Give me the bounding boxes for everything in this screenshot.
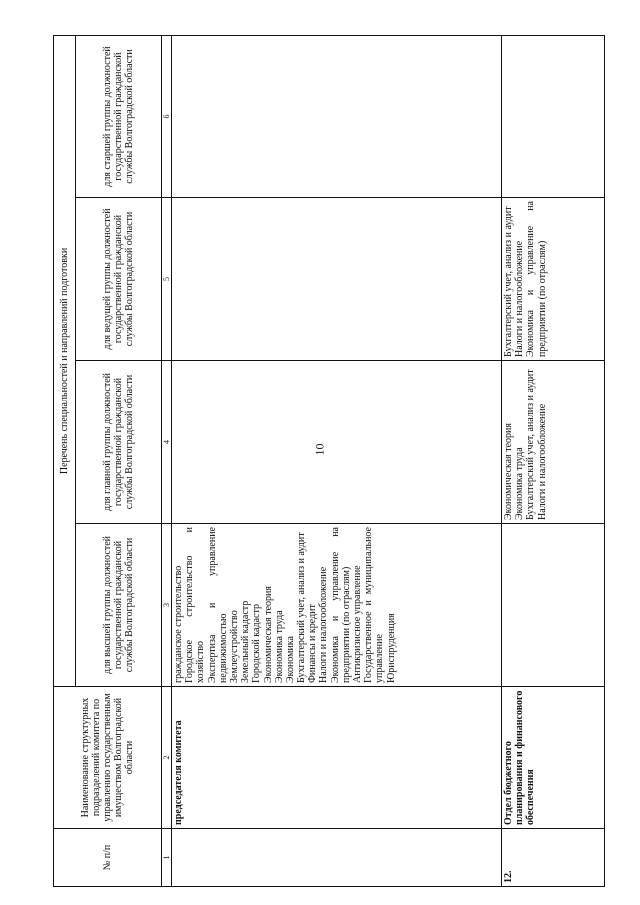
list-item: Бухгалтерский учет, анализ и аудит [525, 369, 537, 520]
specialties-table [53, 35, 605, 887]
list-item: Экономика и управление на предприятии (по отраслям) [329, 527, 352, 683]
index-cell: 6 [162, 35, 172, 197]
highest-specialties-cell [172, 524, 502, 687]
list-item: Государственное и муниципальное управление [363, 527, 386, 683]
main-specialties-cell [172, 361, 502, 524]
header-leading-group: для ведущей группы должностей государственной гражданской службы Волгоградской области [76, 198, 162, 361]
list-item: Землеустройство [228, 610, 240, 683]
list-item: Налоги и налогообложение [514, 240, 526, 357]
index-cell: 1 [162, 829, 172, 887]
header-highest-group: для высшей группы должностей государственной гражданской службы Волгоградской области [76, 524, 162, 687]
highest-specialties-cell [502, 524, 605, 687]
list-item: Бухгалтерский учет, анализ и аудит [503, 206, 514, 357]
table-row [172, 35, 502, 886]
list-item: Городское строительство и хозяйство [184, 527, 207, 683]
index-cell: 5 [162, 198, 172, 361]
list-item: Экономика [284, 636, 296, 683]
list-item: Городской кадастр [251, 604, 263, 683]
list-item: Экономика труда [514, 447, 526, 520]
row-subdivision-name: председателя комитета [172, 687, 502, 829]
list-item: Экономическая теория [503, 423, 514, 520]
main-specialties-cell [502, 361, 605, 524]
leading-specialties-cell [502, 198, 605, 361]
list-item: Бухгалтерский учет, анализ и аудит [296, 532, 308, 683]
page-number: 10 [312, 443, 327, 456]
senior-specialties-cell [172, 35, 502, 197]
list-item: Экономическая теория [262, 586, 274, 683]
list-item: Антикризисное управление [352, 565, 363, 683]
header-main-group: для главной группы должностей государственной гражданской службы Волгоградской области [76, 361, 162, 524]
list-item: Финансы и кредит [307, 604, 319, 683]
senior-specialties-cell [502, 35, 605, 197]
row-subdivision-name: Отдел бюджетного планирования и финансового обеспечения [502, 687, 605, 829]
specialties-table-rotated [53, 36, 605, 887]
header-num: № п/п [54, 829, 162, 887]
list-item: Экспертиза и управление недвижимостью [206, 527, 229, 683]
list-item: Юриспруденция [385, 613, 397, 683]
list-item: Налоги и налогообложение [318, 566, 330, 683]
list-item: гражданское строительство [173, 565, 184, 683]
list-item: Земельный кадастр [240, 600, 252, 683]
header-subdivision: Наименование структурных подразделений комитета по управлению государственным имуществом Волгоградской области [54, 687, 162, 829]
leading-specialties-cell [172, 198, 502, 361]
index-cell: 2 [162, 687, 172, 829]
row-number [172, 829, 502, 887]
table-row [502, 35, 605, 886]
list-item: Экономика и управление на предприятии (по отраслям) [525, 201, 548, 357]
index-cell: 4 [162, 361, 172, 524]
header-senior-group: для старшей группы должностей государственной гражданской службы Волгоградской области [76, 35, 162, 197]
index-cell: 3 [162, 524, 172, 687]
list-item: Экономика труда [273, 610, 285, 683]
list-item: Налоги и налогообложение [536, 403, 548, 520]
row-number: 12. [502, 829, 605, 887]
header-group-title: Перечень специальностей и направлений подготовки [54, 35, 76, 686]
